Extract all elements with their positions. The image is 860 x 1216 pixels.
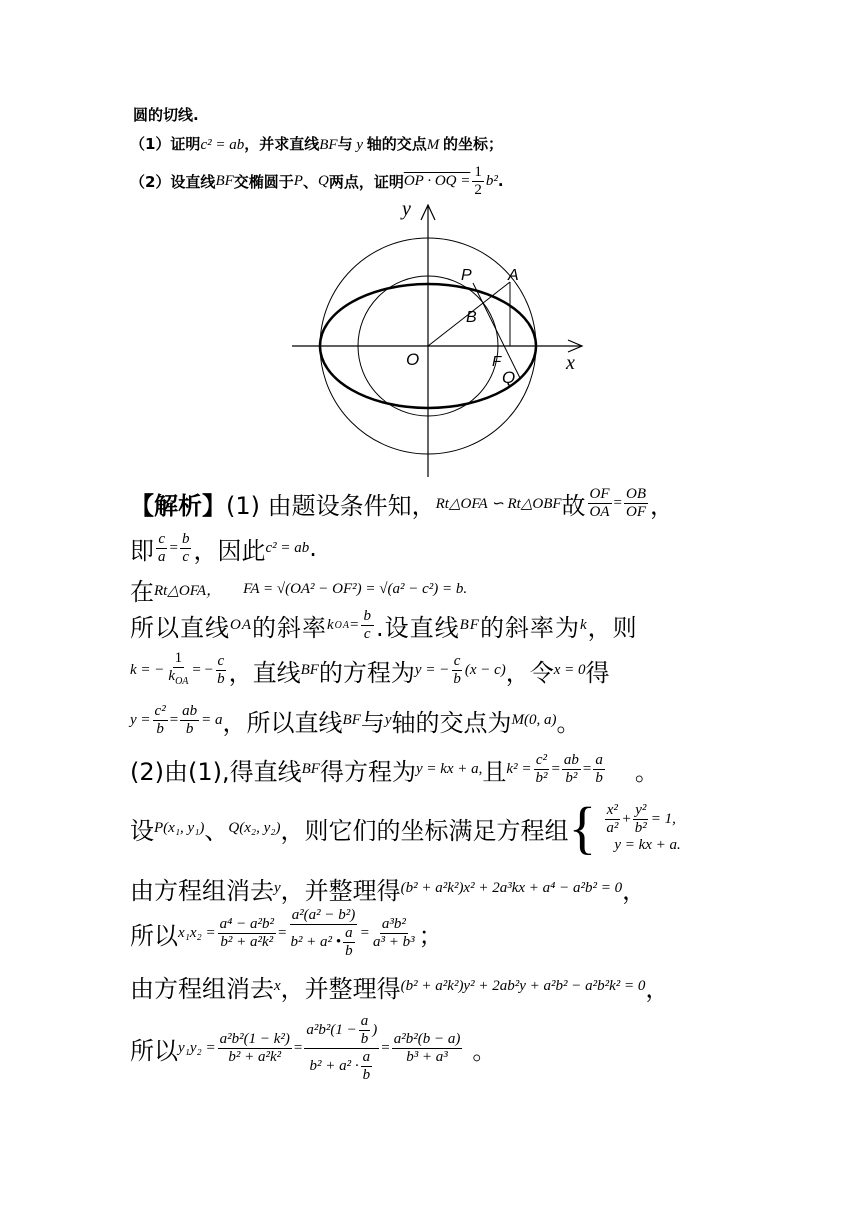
point-f-label: F: [492, 353, 502, 370]
solution-line-5: k = − $\frac{1}{k_{OA}}$ = − $\frac{c}{b}$ ，直线 BF 的方程为 y = − $\frac{c}{b}$ (x − c) ，令 x = 0 得: [130, 650, 610, 687]
solution-line-10: 所以 x₁x₂ = $\frac{\text{a⁴ − a²b²}}{\text{b² + a²k²}}$ = a²(a² − b²) b² + a² • $\frac{a}{b}$ = $\frac{\text{a³b²}}{\text{a³ + b³}}$ ；: [130, 906, 443, 959]
point-p-label: P: [461, 267, 472, 284]
solution-line-11: 由方程组消去 x ，并整理得 (b² + a²k²)y² + 2ab²y + a²b² − a²b²k² = 0 ，: [130, 974, 670, 1003]
equation-system: $\frac{\text{x²}}{\text{a²}}$ + $\frac{\text{y²}}{\text{b²}}$ = 1, y = kx + a.: [606, 802, 681, 853]
point-q-label: Q: [502, 368, 516, 387]
y-label: y: [402, 198, 411, 220]
solution-line-3: 在 Rt△OFA， FA = √(OA² − OF²) = √(a² − c²) = b.: [130, 577, 468, 606]
problem-part-2: （2）设直线 BF 交椭圆于 P 、 Q 两点，证明 OP · OQ = $\frac{1}{2}$ b² .: [130, 163, 504, 198]
point-o-label: O: [406, 350, 420, 369]
point-b-label: B: [466, 309, 477, 326]
solution-line-12: 所以 y₁y₂ = $\frac{\text{a²b²(1 − k²)}}{\text{b² + a²k²}}$ = a²b²(1 − $\frac{a}{b}$ ) b² + a² · $\frac{a}{b}$ = $\frac{\text{a²b²(b − a)}}{\text{b³ + a³}}$ 。: [130, 1012, 497, 1083]
solution-line-4: 所以直线 OA 的斜率 k OA = $\frac{b}{c}$ .设直线 BF 的斜率为 k ，则: [130, 607, 638, 642]
solution-line-8: 设 P(x₁, y₁) 、 Q(x₂, y₂) ，则它们的坐标满足方程组 { $\frac{\text{x²}}{\text{a²}}$ + $\frac{\text{y²}}{\text{b²}}$ = 1, y = kx + a.: [130, 795, 681, 860]
solution-line-7: (2)由(1),得直线 BF 得方程为 y = kx + a, 且 k² = $\frac{\text{c²}}{\text{b²}}$ = $\frac{ab}{\text{b²}}$ = $\frac{a}{b}$ 。: [130, 751, 659, 786]
ellipse-figure: [280, 195, 600, 480]
solution-line-9: 由方程组消去 y ，并整理得 (b² + a²k²)x² + 2a³kx + a⁴ − a²b² = 0 ，: [130, 876, 647, 905]
solution-line-2: 即 $\frac{c}{a}$ = $\frac{b}{c}$ ，因此 c² = ab .: [130, 530, 317, 565]
system-brace: {: [568, 795, 597, 860]
problem-line-0: 圆的切线.: [133, 106, 199, 124]
x-label: x: [566, 352, 575, 374]
problem-part-1: （1）证明c² = ab，并求直线BF与 y 轴的交点M 的坐标；: [130, 135, 504, 153]
solution-line-1: 【解析】 (1) 由题设条件知， Rt△OFA ∽ Rt△OBF 故 $\frac{OF}{OA}$ = $\frac{OB}{OF}$ ，: [130, 485, 675, 520]
point-a-label: A: [508, 267, 519, 284]
solution-line-6: y = $\frac{\text{c²}}{b}$ = $\frac{ab}{b}$ = a ，所以直线 BF 与 y 轴的交点为 M(0, a) 。: [130, 702, 581, 737]
